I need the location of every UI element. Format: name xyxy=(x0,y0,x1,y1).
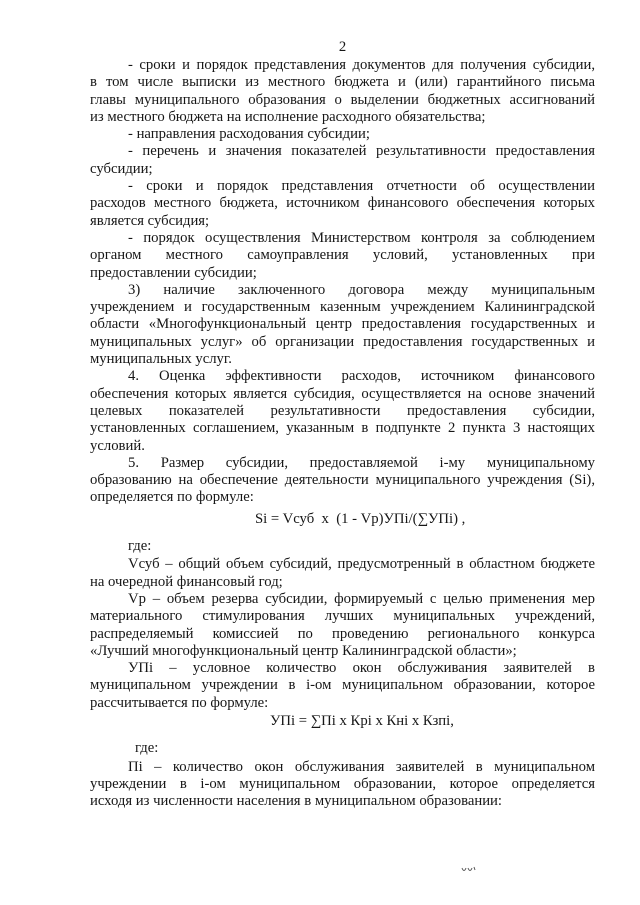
condition-performance-indicators xyxy=(90,143,595,178)
text-line: 5. Размер субсидии, предоставляемой i-му муниципальному xyxy=(128,454,595,471)
text-line: - сроки и порядок представления отчетности об осуществлении xyxy=(128,178,595,195)
text-line: установленных соглашением, указанным в подпункте 2 пункта 3 настоящих xyxy=(90,420,595,437)
text-line: учреждении в i-ом муниципальном образовании, которое определяется xyxy=(90,775,595,792)
text-line: главы муниципального образования о выделении бюджетных ассигнований xyxy=(90,91,595,108)
text-line: из местного бюджета на исполнение расходного обязательства; xyxy=(90,108,486,125)
text-line: рассчитывается по формуле: xyxy=(90,694,269,711)
text-line: материального стимулирования лучших муниципальных учреждений, xyxy=(90,608,595,625)
text-line: целевых показателей результативности предоставления субсидии, xyxy=(90,402,595,419)
definition-vr xyxy=(90,591,595,660)
text-line: на очередной финансовый год; xyxy=(90,573,283,590)
text-line: учреждением и государственным казенным учреждением Калининградской xyxy=(90,299,595,316)
text-line: образованию на обеспечение деятельности муниципального учреждения (Si), xyxy=(90,472,595,489)
condition-spending-directions xyxy=(90,126,595,143)
condition-reporting-deadline xyxy=(90,178,595,230)
document-body xyxy=(90,57,595,810)
item-4-evaluation xyxy=(90,368,595,454)
upi-formula: УПi = ∑Пi х Крi х Кнi х Кзпi, xyxy=(270,712,454,729)
where-label: где: xyxy=(128,538,152,555)
text-line: Vр – объем резерва субсидии, формируемый с целью применения мер xyxy=(128,590,595,607)
text-line: распределяемый комиссией по проведению регионального конкурса xyxy=(90,625,595,642)
text-line: муниципальных услуг» об организации предоставления государственных и xyxy=(90,333,595,350)
text-line: Пi – количество окон обслуживания заявителей в муниципальном xyxy=(128,758,595,775)
item-3-contract xyxy=(90,282,595,368)
text-line: Vсуб – общий объем субсидий, предусмотренный в областном бюджете xyxy=(128,556,595,573)
subsidy-formula: Si = Vсуб х (1 - Vр)УПi/(∑УПi) , xyxy=(255,510,466,527)
definition-pi xyxy=(90,759,595,811)
text-line: - перечень и значения показателей результативности предоставления xyxy=(128,143,595,160)
text-line: в том числе выписки из местного бюджета и (или) гарантийного письма xyxy=(90,74,595,91)
definition-vsub xyxy=(90,556,595,591)
text-line: - порядок осуществления Министерством контроля за соблюдением xyxy=(128,229,595,246)
text-line: субсидии; xyxy=(90,160,153,177)
text-line: является субсидия; xyxy=(90,212,210,229)
page-number: 2 xyxy=(338,39,347,55)
definition-upi xyxy=(90,660,595,712)
text-line: исходя из численности населения в муниципальном образовании: xyxy=(90,793,503,810)
text-line: предоставлении субсидии; xyxy=(90,264,257,281)
text-line: 3) наличие заключенного договора между муниципальным xyxy=(128,281,595,298)
text-line: 4. Оценка эффективности расходов, источником финансового xyxy=(128,368,595,385)
text-line: обеспечения которых является субсидия, осуществляется на основе значений xyxy=(90,385,595,402)
text-line: определяется по формуле: xyxy=(90,489,254,506)
text-line: муниципальном учреждении в i-ом муниципальном образовании, которое xyxy=(90,677,595,694)
text-line: органом местного самоуправления условий, установленных при xyxy=(90,247,595,264)
text-line: условий. xyxy=(90,437,145,454)
condition-documents-deadline xyxy=(90,57,595,126)
text-line: - направления расходования субсидии; xyxy=(128,126,370,143)
text-line: - сроки и порядок представления документов для получения субсидии, xyxy=(128,57,595,73)
item-5-amount xyxy=(90,455,595,507)
text-line: «Лучший многофункциональный центр Калининградской области»; xyxy=(90,642,517,659)
text-line: УПi – условное количество окон обслуживания заявителей в xyxy=(128,660,595,677)
text-line: области «Многофункциональный центр предоставления государственных и xyxy=(90,316,595,333)
text-line: муниципальных услуг. xyxy=(90,351,232,368)
text-line: расходов местного бюджета, источником финансового обеспечения которых xyxy=(90,195,595,212)
scan-mark-icon xyxy=(461,866,479,875)
where-label: где: xyxy=(135,740,159,757)
condition-control-procedure xyxy=(90,230,595,282)
